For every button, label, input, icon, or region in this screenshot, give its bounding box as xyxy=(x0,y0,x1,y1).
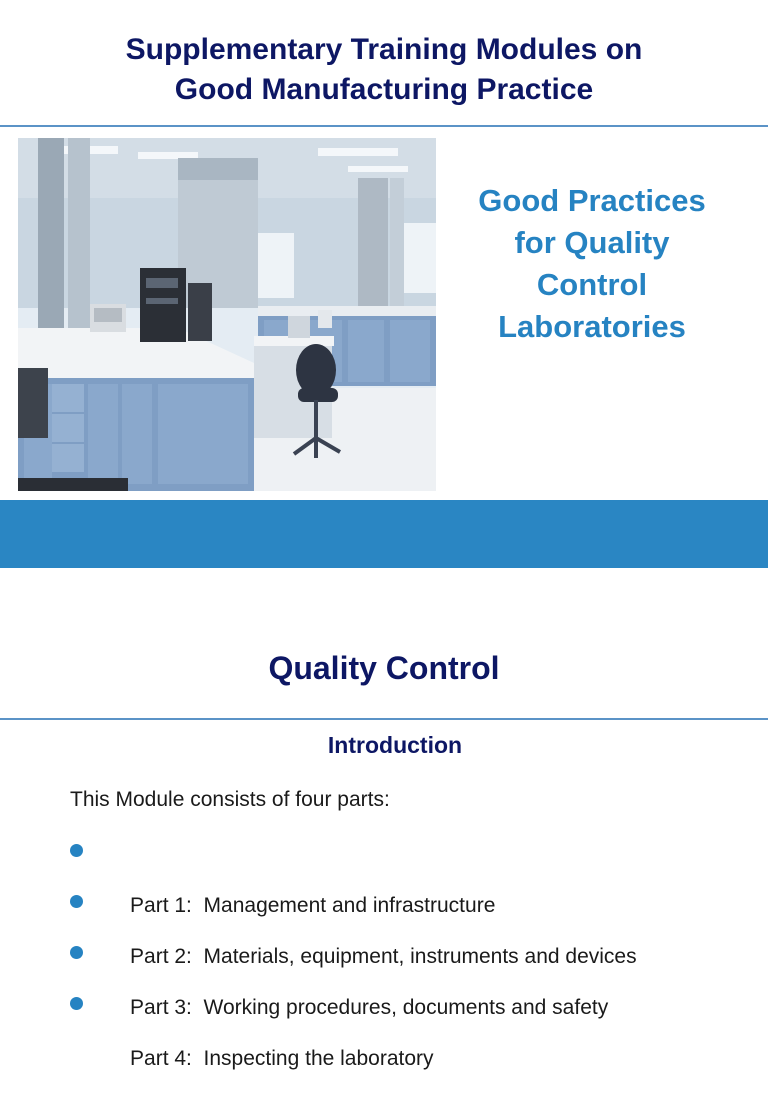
slide-title-line-2: Good Manufacturing Practice xyxy=(174,73,594,106)
intro-text: This Module consists of four parts: xyxy=(70,788,390,811)
subtitle-line-3: Control xyxy=(536,267,648,302)
laboratory-photo xyxy=(18,138,436,491)
list-item-text: Part 1: Management and infrastructure xyxy=(130,894,496,917)
subtitle-line-4: Laboratories xyxy=(498,309,686,344)
list-item xyxy=(70,989,637,1070)
list-item-text: Part 3: Working procedures, documents and safety xyxy=(130,996,609,1019)
list-item-text: Part 4: Inspecting the laboratory xyxy=(130,1047,434,1070)
list-item-text: Part 2: Materials, equipment, instruments and devices xyxy=(130,945,637,968)
list-item xyxy=(70,836,637,917)
slide-title xyxy=(0,30,768,110)
introduction-slide xyxy=(0,568,768,1070)
title-divider xyxy=(0,718,768,720)
slide-separator-band xyxy=(0,500,768,568)
slide-title: Quality Control xyxy=(268,650,500,686)
title-divider xyxy=(0,125,768,127)
bullet-icon xyxy=(70,946,83,959)
title-slide xyxy=(0,0,768,500)
subtitle-line-2: for Quality xyxy=(514,225,670,260)
section-heading: Introduction xyxy=(327,732,463,758)
bullet-icon xyxy=(70,997,83,1010)
slide-title-line-1: Supplementary Training Modules on xyxy=(125,33,643,66)
subtitle-line-1: Good Practices xyxy=(478,183,706,218)
bullet-icon xyxy=(70,844,83,857)
list-item xyxy=(70,887,637,968)
list-item xyxy=(70,938,637,1019)
module-parts-list xyxy=(70,836,637,1070)
slide-subtitle xyxy=(446,180,738,348)
bullet-icon xyxy=(70,895,83,908)
